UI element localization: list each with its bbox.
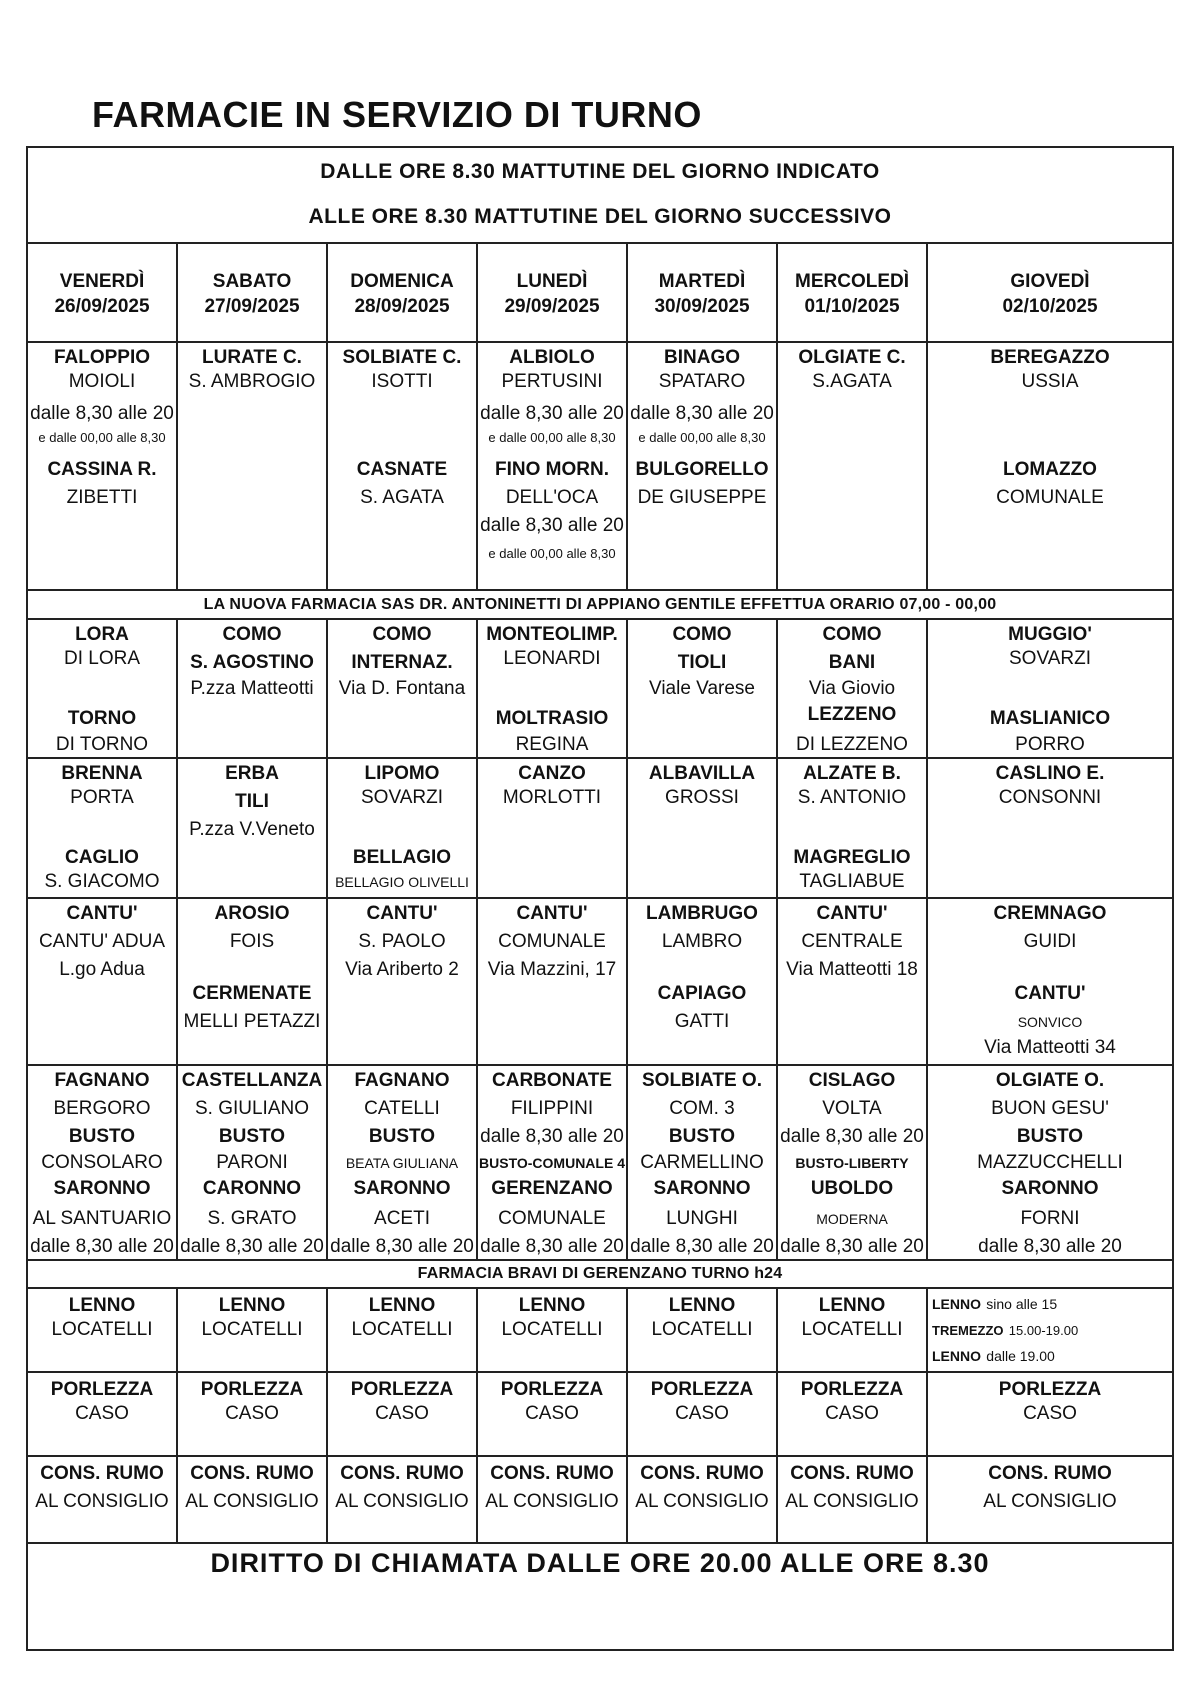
block-8-cell [478, 1457, 628, 1542]
town: SOLBIATE C. [342, 347, 462, 368]
pharmacy: CONSONNI [998, 787, 1102, 808]
note-1-row [28, 591, 1172, 620]
block-8-row [28, 1457, 1172, 1544]
pharmacy: LOCATELLI [201, 1319, 303, 1340]
town: GERENZANO [491, 1178, 613, 1199]
town: CONS. RUMO [490, 1463, 614, 1484]
town-or-hours: dalle 8,30 alle 20 [780, 1126, 924, 1147]
day-header-cell [178, 244, 328, 341]
hours: dalle 8,30 alle 20 [630, 1236, 774, 1257]
block-5-cell [328, 1066, 478, 1259]
thursday-slot [928, 1293, 1172, 1315]
pharmacy: AL CONSIGLIO [635, 1491, 769, 1512]
pharmacy: CANTU' ADUA [38, 931, 166, 952]
hours: dalle 8,30 alle 20 [480, 1236, 624, 1257]
day-date: 28/09/2025 [354, 296, 450, 317]
block-4-row [28, 899, 1172, 1066]
pharmacy: VOLTA [822, 1098, 882, 1119]
pharmacy: CASO [525, 1403, 579, 1424]
day-name: DOMENICA [350, 271, 454, 292]
pharmacy: SONVICO [1017, 1014, 1083, 1030]
schedule-table [26, 146, 1174, 1651]
town: FAGNANO [354, 1070, 450, 1091]
pharmacy: AL SANTUARIO [32, 1208, 172, 1229]
town: CANZO [518, 763, 586, 784]
pharmacy: DELL'OCA [505, 487, 599, 508]
town: UBOLDO [810, 1178, 894, 1199]
block-4-cell [328, 899, 478, 1064]
pharmacy: BANI [828, 652, 876, 673]
town: LENNO [818, 1295, 886, 1316]
block-6-row [28, 1289, 1172, 1373]
hours: dalle 8,30 alle 20 [180, 1236, 324, 1257]
town: FALOPPIO [53, 347, 151, 368]
block-8-cell [628, 1457, 778, 1542]
pharmacy: USSIA [1021, 371, 1079, 392]
town: CASLINO E. [995, 763, 1105, 784]
block-2-cell [928, 620, 1172, 757]
block-5-cell [478, 1066, 628, 1259]
day-name: MARTEDÌ [658, 271, 746, 292]
block-2-cell [178, 620, 328, 757]
pharmacy: BELLAGIO OLIVELLI [335, 874, 469, 890]
pharmacy: CASO [75, 1403, 129, 1424]
day-date: 01/10/2025 [804, 296, 900, 317]
block-5-cell [28, 1066, 178, 1259]
hours: dalle 8,30 alle 20 [978, 1236, 1122, 1257]
town: PORLEZZA [50, 1379, 154, 1400]
day-name: LUNEDÌ [516, 271, 588, 292]
town: MONTEOLIMP. [486, 624, 618, 645]
pharmacy: INTERNAZ. [351, 652, 453, 673]
block-2-cell [478, 620, 628, 757]
block-4-cell [778, 899, 928, 1064]
pharmacy: BEATA GIULIANA [345, 1155, 459, 1171]
pharmacy: FORNI [1020, 1208, 1080, 1229]
day-name: VENERDÌ [59, 271, 145, 292]
town: CANTU' [1014, 983, 1086, 1004]
header-line-1: DALLE ORE 8.30 MATTUTINE DEL GIORNO INDICATO [320, 160, 880, 183]
pharmacy: LOCATELLI [501, 1319, 603, 1340]
pharmacy: PORRO [1015, 734, 1085, 755]
pharmacy: CASO [1023, 1403, 1077, 1424]
pharmacy: LOCATELLI [801, 1319, 903, 1340]
hours: dalle 8,30 alle 20 [30, 1236, 174, 1257]
pharmacy: AL CONSIGLIO [35, 1491, 169, 1512]
block-2-cell [778, 620, 928, 757]
town-or-hours: BUSTO [68, 1126, 136, 1147]
pharmacy: CASO [675, 1403, 729, 1424]
day-date: 02/10/2025 [1002, 296, 1098, 317]
block-5-cell [628, 1066, 778, 1259]
town: AROSIO [214, 903, 290, 924]
town: CERMENATE [192, 983, 312, 1004]
pharmacy: COMUNALE [498, 1208, 606, 1229]
pharmacy: AL CONSIGLIO [785, 1491, 919, 1512]
town: CONS. RUMO [640, 1463, 764, 1484]
day-header-cell [478, 244, 628, 341]
block-7-cell [478, 1373, 628, 1455]
block-5-row [28, 1066, 1172, 1261]
town: ALBIOLO [509, 347, 595, 368]
block-6-cell [478, 1289, 628, 1371]
day-name: SABATO [212, 271, 292, 292]
town-or-hours: BUSTO [368, 1126, 436, 1147]
pharmacy: LEONARDI [503, 648, 601, 669]
pharmacy: LAMBRO [661, 931, 743, 952]
pharmacy: LUNGHI [666, 1208, 738, 1229]
address: Via Matteotti 34 [984, 1037, 1116, 1058]
block-1-cell [328, 343, 478, 589]
block-5-cell [178, 1066, 328, 1259]
pharmacy: S. ANTONIO [797, 787, 907, 808]
town: BELLAGIO [352, 847, 452, 868]
pharmacy: S. PAOLO [358, 931, 446, 952]
pharmacy: DI TORNO [55, 734, 149, 755]
block-8-cell [328, 1457, 478, 1542]
pharmacy: GUIDI [1023, 931, 1077, 952]
pharmacy: TAGLIABUE [799, 871, 905, 892]
block-8-cell [28, 1457, 178, 1542]
town: BRENNA [61, 763, 143, 784]
pharmacy: CASO [375, 1403, 429, 1424]
pharmacy: ACETI [374, 1208, 430, 1229]
note-appiano: LA NUOVA FARMACIA SAS DR. ANTONINETTI DI APPIANO GENTILE EFFETTUA ORARIO 07,00 - 00,00 [203, 596, 997, 613]
town: COMO [822, 624, 882, 645]
pharmacy: REGINA [515, 734, 589, 755]
block-4-cell [478, 899, 628, 1064]
block-6-cell-thursday [928, 1289, 1172, 1371]
pharmacy: S. GRATO [207, 1208, 297, 1229]
block-7-cell [928, 1373, 1172, 1455]
block-1-cell [628, 343, 778, 589]
day-date: 29/09/2025 [504, 296, 600, 317]
town: CASNATE [356, 459, 448, 480]
town: LENNO [668, 1295, 736, 1316]
pharmacy: PERTUSINI [501, 371, 603, 392]
day-date: 26/09/2025 [54, 296, 150, 317]
block-3-cell [178, 759, 328, 897]
block-8-cell [778, 1457, 928, 1542]
pharmacy: AL CONSIGLIO [485, 1491, 619, 1512]
town: COMO [672, 624, 732, 645]
hours: dalle 8,30 alle 20 [30, 403, 174, 424]
page-title: FARMACIE IN SERVIZIO DI TURNO [92, 94, 702, 135]
pharmacy: MOIOLI [68, 371, 136, 392]
pharmacy: AL CONSIGLIO [335, 1491, 469, 1512]
pharmacy: COMUNALE [498, 931, 606, 952]
town: LAMBRUGO [646, 903, 758, 924]
town: SOLBIATE O. [642, 1070, 762, 1091]
pharmacy: CASO [225, 1403, 279, 1424]
pharmacy: AL CONSIGLIO [983, 1491, 1117, 1512]
town: CARONNO [202, 1178, 302, 1199]
hours-night: e dalle 00,00 alle 8,30 [488, 546, 616, 561]
pharmacy: TILI [235, 791, 269, 812]
pharmacy: PARONI [216, 1152, 288, 1173]
town: CONS. RUMO [988, 1463, 1112, 1484]
pharmacy: S. GIULIANO [194, 1098, 310, 1119]
block-7-row [28, 1373, 1172, 1457]
town: CASTELLANZA [181, 1070, 323, 1091]
block-1-cell [928, 343, 1172, 589]
town: BINAGO [664, 347, 740, 368]
town: COMO [222, 624, 282, 645]
block-6-cell [778, 1289, 928, 1371]
town: PORLEZZA [500, 1379, 604, 1400]
town: OLGIATE C. [798, 347, 906, 368]
hours: dalle 8,30 alle 20 [780, 1236, 924, 1257]
town: BULGORELLO [635, 459, 769, 480]
hours: 15.00-19.00 [1008, 1323, 1079, 1338]
address: Via Mazzini, 17 [487, 959, 617, 980]
town: SARONNO [353, 1178, 451, 1199]
day-header-cell [628, 244, 778, 341]
pharmacy: FOIS [229, 931, 275, 952]
town: PORLEZZA [800, 1379, 904, 1400]
town: CANTU' [366, 903, 438, 924]
town: CISLAGO [808, 1070, 896, 1091]
pharmacy: MODERNA [816, 1211, 888, 1227]
block-6-cell [628, 1289, 778, 1371]
hours-night: e dalle 00,00 alle 8,30 [488, 430, 616, 445]
hours-night: e dalle 00,00 alle 8,30 [638, 430, 766, 445]
town: SARONNO [653, 1178, 751, 1199]
block-8-cell [928, 1457, 1172, 1542]
town: CONS. RUMO [190, 1463, 314, 1484]
town-or-hours: dalle 8,30 alle 20 [480, 1126, 624, 1147]
town: CANTU' [816, 903, 888, 924]
address: Via Giovio [808, 678, 896, 699]
town: COMO [372, 624, 432, 645]
pharmacy: CENTRALE [801, 931, 903, 952]
address: Viale Varese [649, 678, 755, 699]
block-2-cell [628, 620, 778, 757]
town: TREMEZZO [932, 1323, 1004, 1338]
address: Via Matteotti 18 [786, 959, 918, 980]
day-name: GIOVEDÌ [1010, 271, 1090, 292]
town: MOLTRASIO [495, 708, 609, 729]
block-1-cell [478, 343, 628, 589]
block-1-cell [778, 343, 928, 589]
hours: dalle 8,30 alle 20 [480, 515, 624, 536]
footer-row [28, 1544, 1172, 1649]
pharmacy: TIOLI [677, 652, 727, 673]
town: LENNO [932, 1348, 981, 1364]
town: CONS. RUMO [790, 1463, 914, 1484]
pharmacy: PORTA [70, 787, 134, 808]
town: LOMAZZO [1003, 459, 1097, 480]
thursday-slot [928, 1345, 1172, 1367]
block-2-row [28, 620, 1172, 759]
town: FAGNANO [54, 1070, 150, 1091]
pharmacy: ISOTTI [371, 371, 433, 392]
pharmacy: LOCATELLI [351, 1319, 453, 1340]
pharmacy: LOCATELLI [651, 1319, 753, 1340]
block-4-cell [28, 899, 178, 1064]
town: SARONNO [53, 1178, 151, 1199]
pharmacy: S.AGATA [812, 371, 892, 392]
day-header-cell [28, 244, 178, 341]
pharmacy: SPATARO [658, 371, 746, 392]
days-row [28, 244, 1172, 343]
pharmacy: GATTI [674, 1011, 730, 1032]
pharmacy: S. AMBROGIO [188, 371, 316, 392]
block-3-row [28, 759, 1172, 899]
town: LENNO [68, 1295, 136, 1316]
block-3-cell [928, 759, 1172, 897]
town-or-hours: BUSTO [1016, 1126, 1084, 1147]
block-3-cell [628, 759, 778, 897]
town: CARBONATE [492, 1070, 612, 1091]
pharmacy: S. GIACOMO [44, 871, 160, 892]
pharmacy: CONSOLARO [41, 1152, 163, 1173]
town: SARONNO [1001, 1178, 1099, 1199]
town-or-hours: BUSTO [668, 1126, 736, 1147]
town: FINO MORN. [495, 459, 609, 480]
town: CANTU' [66, 903, 138, 924]
town: CAPIAGO [657, 983, 747, 1004]
town: PORLEZZA [650, 1379, 754, 1400]
pharmacy: CATELLI [364, 1098, 440, 1119]
town: ALBAVILLA [648, 763, 756, 784]
block-7-cell [328, 1373, 478, 1455]
town: TORNO [67, 708, 137, 729]
day-header-cell [778, 244, 928, 341]
town: CONS. RUMO [340, 1463, 464, 1484]
pharmacy: LOCATELLI [51, 1319, 153, 1340]
address: Via D. Fontana [338, 678, 466, 699]
note-2-row [28, 1261, 1172, 1289]
address: L.go Adua [59, 959, 145, 980]
town: CANTU' [516, 903, 588, 924]
block-1-row [28, 343, 1172, 591]
hours: dalle 19.00 [986, 1348, 1055, 1364]
pharmacy: DE GIUSEPPE [637, 487, 767, 508]
block-6-cell [28, 1289, 178, 1371]
pharmacy: MELLI PETAZZI [183, 1011, 321, 1032]
pharmacy: MORLOTTI [502, 787, 602, 808]
town: LEZZENO [807, 704, 897, 725]
town: LIPOMO [364, 763, 440, 784]
block-2-cell [28, 620, 178, 757]
hours: dalle 8,30 alle 20 [480, 403, 624, 424]
hours-night: e dalle 00,00 alle 8,30 [38, 430, 166, 445]
block-2-cell [328, 620, 478, 757]
address: P.zza V.Veneto [189, 819, 315, 840]
pharmacy: COMUNALE [996, 487, 1104, 508]
block-3-cell [778, 759, 928, 897]
town: LURATE C. [202, 347, 302, 368]
block-4-cell [928, 899, 1172, 1064]
town: MUGGIO' [1008, 624, 1092, 645]
town: CAGLIO [65, 847, 139, 868]
town-or-hours: BUSTO [218, 1126, 286, 1147]
block-7-cell [178, 1373, 328, 1455]
pharmacy: BERGORO [53, 1098, 151, 1119]
town: LENNO [218, 1295, 286, 1316]
block-6-cell [178, 1289, 328, 1371]
pharmacy: S. AGOSTINO [190, 652, 314, 673]
block-4-cell [178, 899, 328, 1064]
block-4-cell [628, 899, 778, 1064]
pharmacy: BUSTO-COMUNALE 4 [479, 1155, 625, 1171]
day-date: 27/09/2025 [204, 296, 300, 317]
town: CREMNAGO [993, 903, 1107, 924]
town: PORLEZZA [350, 1379, 454, 1400]
hours: dalle 8,30 alle 20 [330, 1236, 474, 1257]
block-5-cell [928, 1066, 1172, 1259]
block-7-cell [778, 1373, 928, 1455]
pharmacy: DI LORA [63, 648, 141, 669]
pharmacy: CARMELLINO [640, 1152, 764, 1173]
day-header-cell [328, 244, 478, 341]
town: BEREGAZZO [990, 347, 1110, 368]
address: P.zza Matteotti [190, 678, 314, 699]
town: LORA [75, 624, 129, 645]
block-7-cell [28, 1373, 178, 1455]
block-3-cell [328, 759, 478, 897]
block-5-cell [778, 1066, 928, 1259]
pharmacy: BUON GESU' [991, 1098, 1109, 1119]
block-1-cell [178, 343, 328, 589]
pharmacy: SOVARZI [1009, 648, 1091, 669]
town: MASLIANICO [989, 708, 1111, 729]
block-3-cell [28, 759, 178, 897]
day-name: MERCOLEDÌ [795, 271, 909, 292]
pharmacy: SOVARZI [361, 787, 443, 808]
thursday-slot [928, 1319, 1172, 1342]
pharmacy: ZIBETTI [66, 487, 138, 508]
town: ERBA [225, 763, 279, 784]
hours: sino alle 15 [986, 1296, 1058, 1312]
town: CASSINA R. [47, 459, 157, 480]
town: ALZATE B. [803, 763, 901, 784]
town: OLGIATE O. [995, 1070, 1105, 1091]
pharmacy: FILIPPINI [510, 1098, 594, 1119]
header-line-2: ALLE ORE 8.30 MATTUTINE DEL GIORNO SUCCESSIVO [308, 205, 892, 228]
day-header-cell [928, 244, 1172, 341]
town: LENNO [368, 1295, 436, 1316]
pharmacy: DI LEZZENO [796, 734, 908, 755]
pharmacy: AL CONSIGLIO [185, 1491, 319, 1512]
block-1-cell [28, 343, 178, 589]
note-gerenzano: FARMACIA BRAVI DI GERENZANO TURNO h24 [417, 1265, 783, 1282]
schedule-header [28, 148, 1172, 244]
town: PORLEZZA [200, 1379, 304, 1400]
hours: dalle 8,30 alle 20 [630, 403, 774, 424]
pharmacy: S. AGATA [360, 487, 444, 508]
block-7-cell [628, 1373, 778, 1455]
footer-text: DIRITTO DI CHIAMATA DALLE ORE 20.00 ALLE ORE 8.30 [210, 1548, 990, 1578]
pharmacy: MAZZUCCHELLI [977, 1152, 1123, 1173]
address: Via Ariberto 2 [345, 959, 459, 980]
block-3-cell [478, 759, 628, 897]
pharmacy: CASO [825, 1403, 879, 1424]
block-6-cell [328, 1289, 478, 1371]
town: LENNO [518, 1295, 586, 1316]
day-date: 30/09/2025 [654, 296, 750, 317]
pharmacy: GROSSI [665, 787, 739, 808]
town: LENNO [932, 1296, 981, 1312]
town: MAGREGLIO [793, 847, 911, 868]
town: PORLEZZA [998, 1379, 1102, 1400]
town: CONS. RUMO [40, 1463, 164, 1484]
pharmacy: BUSTO-LIBERTY [795, 1155, 909, 1171]
block-8-cell [178, 1457, 328, 1542]
pharmacy: COM. 3 [669, 1098, 735, 1119]
